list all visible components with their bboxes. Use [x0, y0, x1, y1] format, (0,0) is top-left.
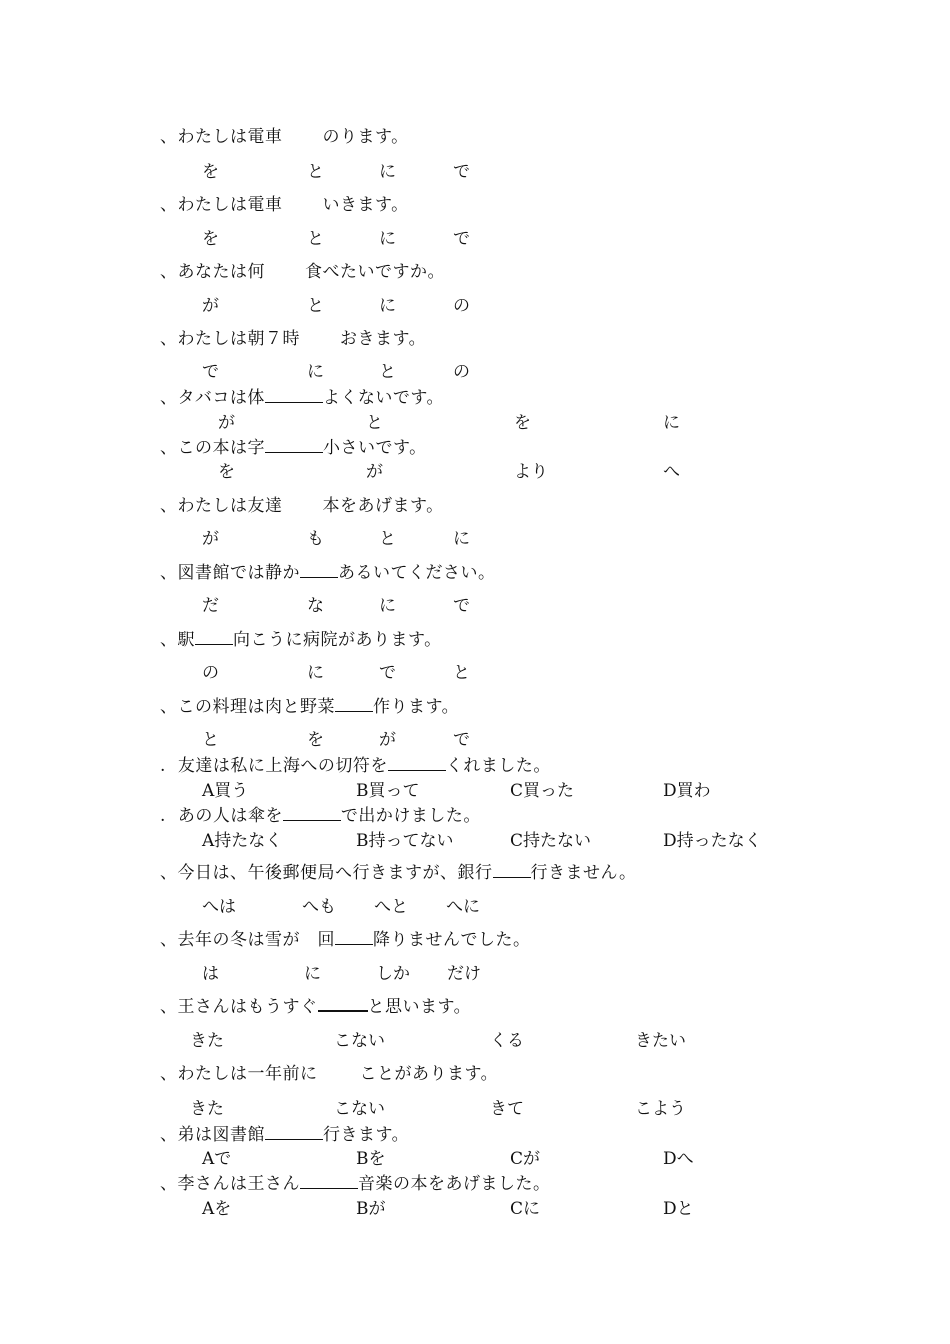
option[interactable]: きて	[490, 1099, 524, 1119]
options-2	[0, 224, 950, 248]
option[interactable]: A買う	[202, 781, 249, 801]
option[interactable]: くる	[490, 1031, 524, 1051]
options-3	[0, 291, 950, 315]
option[interactable]: で	[453, 596, 470, 616]
option[interactable]: の	[453, 296, 470, 316]
option[interactable]: Bを	[356, 1149, 386, 1169]
question-17: 、弟は図書館 行きます。	[160, 1125, 410, 1145]
options-11	[0, 776, 950, 800]
option[interactable]: を	[307, 730, 324, 750]
question-4: 、わたしは朝７時 おきます。	[160, 329, 427, 349]
option[interactable]: と	[202, 730, 219, 750]
option[interactable]: の	[453, 362, 470, 382]
question-5: 、タバコは体 よくないです。	[160, 388, 444, 408]
option[interactable]: に	[379, 229, 396, 249]
option[interactable]: は	[202, 964, 219, 984]
option[interactable]: Dと	[663, 1199, 694, 1219]
option[interactable]: に	[307, 663, 324, 683]
options-8	[0, 591, 950, 615]
option[interactable]: と	[307, 229, 324, 249]
option[interactable]: で	[453, 229, 470, 249]
options-15	[0, 1026, 950, 1050]
answer-blank[interactable]	[300, 1174, 358, 1189]
option[interactable]: と	[307, 296, 324, 316]
question-3: 、あなたは何 食べたいですか。	[160, 262, 445, 282]
option[interactable]: Aで	[202, 1149, 232, 1169]
option[interactable]: こよう	[635, 1099, 686, 1119]
option[interactable]: B買って	[356, 781, 420, 801]
options-14	[0, 959, 950, 983]
options-12	[0, 826, 950, 850]
question-1: 、わたしは電車 のります。	[160, 127, 409, 147]
option[interactable]: の	[202, 663, 219, 683]
answer-blank[interactable]	[318, 996, 368, 1012]
option[interactable]: Cが	[510, 1149, 541, 1169]
option[interactable]: が	[379, 730, 396, 750]
options-10	[0, 725, 950, 749]
option[interactable]: より	[514, 462, 548, 482]
option[interactable]: な	[307, 596, 324, 616]
option[interactable]: こない	[334, 1099, 385, 1119]
question-12: . あの人は傘を で出かけました。	[160, 806, 481, 826]
option[interactable]: を	[514, 413, 531, 433]
option[interactable]: へ	[663, 462, 680, 482]
option[interactable]: と	[307, 162, 324, 182]
option[interactable]: B持ってない	[356, 831, 454, 851]
option[interactable]: C買った	[510, 781, 575, 801]
options-18	[0, 1194, 950, 1218]
answer-blank[interactable]	[300, 563, 338, 578]
options-5	[0, 408, 950, 432]
option[interactable]: きたい	[635, 1031, 686, 1051]
option[interactable]: D持ったなく	[663, 831, 762, 851]
option[interactable]: と	[379, 529, 396, 549]
option[interactable]: へは	[202, 897, 236, 917]
option[interactable]: A持たなく	[202, 831, 283, 851]
answer-blank[interactable]	[283, 806, 341, 821]
answer-blank[interactable]	[493, 863, 531, 878]
option[interactable]: が	[202, 529, 219, 549]
option[interactable]: こない	[334, 1031, 385, 1051]
question-14: 、去年の冬は雪が 回 降りませんでした。	[160, 930, 531, 950]
option[interactable]: で	[453, 162, 470, 182]
option[interactable]: と	[366, 413, 383, 433]
option[interactable]: に	[663, 413, 680, 433]
option[interactable]: に	[453, 529, 470, 549]
options-9	[0, 658, 950, 682]
options-6	[0, 457, 950, 481]
question-16: 、わたしは一年前に ことがあります。	[160, 1064, 499, 1084]
option[interactable]: が	[202, 296, 219, 316]
answer-blank[interactable]	[265, 438, 323, 453]
question-10: 、この料理は肉と野菜 作ります。	[160, 697, 460, 717]
options-17	[0, 1144, 950, 1168]
option[interactable]: しか	[376, 964, 410, 984]
question-9: 、駅 向こうに病院があります。	[160, 630, 442, 650]
option[interactable]: が	[218, 413, 235, 433]
option[interactable]: と	[453, 663, 470, 683]
question-8: 、図書館では静か あるいてください。	[160, 563, 496, 583]
option[interactable]: Cに	[510, 1199, 541, 1219]
option[interactable]: きた	[190, 1031, 224, 1051]
option[interactable]: を	[202, 229, 219, 249]
option[interactable]: きた	[190, 1099, 224, 1119]
option[interactable]: に	[379, 596, 396, 616]
options-16	[0, 1094, 950, 1118]
option[interactable]: も	[307, 529, 324, 549]
answer-blank[interactable]	[335, 930, 373, 945]
option[interactable]: へも	[302, 897, 336, 917]
option[interactable]: で	[202, 362, 219, 382]
option[interactable]: に	[307, 362, 324, 382]
option[interactable]: と	[379, 362, 396, 382]
option[interactable]: へに	[446, 897, 480, 917]
options-1	[0, 157, 950, 181]
options-13	[0, 892, 950, 916]
question-11: . 友達は私に上海への切符を くれました。	[160, 756, 551, 776]
option[interactable]: C持たない	[510, 831, 592, 851]
option[interactable]: Dへ	[663, 1149, 694, 1169]
option[interactable]: に	[379, 296, 396, 316]
option[interactable]: で	[379, 663, 396, 683]
option[interactable]: Aを	[202, 1199, 232, 1219]
question-2: 、わたしは電車 いきます。	[160, 195, 409, 215]
answer-blank[interactable]	[195, 630, 233, 645]
option[interactable]: Bが	[356, 1199, 386, 1219]
option[interactable]: に	[379, 162, 396, 182]
answer-blank[interactable]	[265, 388, 323, 403]
option[interactable]: だ	[202, 596, 219, 616]
option[interactable]: を	[202, 162, 219, 182]
answer-blank[interactable]	[388, 756, 446, 771]
options-4	[0, 357, 950, 381]
question-13: 、今日は、午後郵便局へ行きますが、銀行 行きません。	[160, 863, 637, 883]
option[interactable]: を	[218, 462, 235, 482]
options-7	[0, 524, 950, 548]
answer-blank[interactable]	[335, 697, 373, 712]
answer-blank[interactable]	[265, 1125, 323, 1140]
question-18: 、李さんは王さん 音楽の本をあげました。	[160, 1174, 551, 1194]
option[interactable]: へと	[374, 897, 408, 917]
option[interactable]: だけ	[447, 964, 481, 984]
question-15: 、王さんはもうすぐ と思います。	[160, 997, 472, 1017]
option[interactable]: D買わ	[663, 781, 711, 801]
option[interactable]: が	[366, 462, 383, 482]
question-6: 、この本は字 小さいです。	[160, 438, 427, 458]
option[interactable]: に	[304, 964, 321, 984]
option[interactable]: で	[453, 730, 470, 750]
question-7: 、わたしは友達 本をあげます。	[160, 496, 444, 516]
